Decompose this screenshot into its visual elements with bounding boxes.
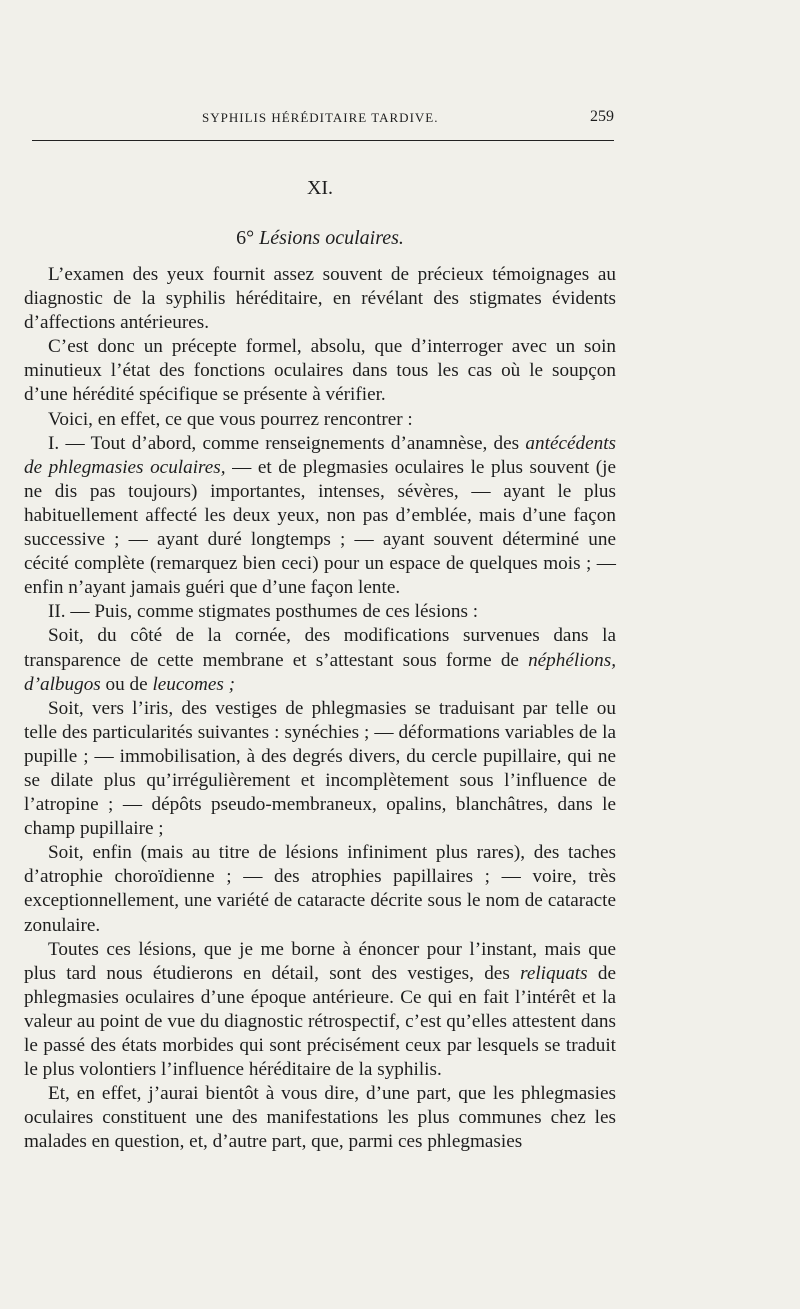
text-run: C’est donc un précepte formel, absolu, que d’interroger avec un soin minutieux l’état des fonctions oculaires dans tous les cas où le soupçon d’une hérédité spécifique se présente à vérifier. — [24, 336, 616, 406]
italic-text-run: reliquats — [520, 962, 588, 984]
paragraph — [24, 408, 616, 432]
paragraph — [24, 624, 616, 696]
paragraph — [24, 263, 616, 335]
paragraph — [24, 335, 616, 407]
running-title: SYPHILIS HÉRÉDITAIRE TARDIVE. — [202, 110, 439, 125]
paragraph — [24, 841, 616, 937]
paragraph — [24, 1082, 616, 1154]
section-title-text: Lésions oculaires. — [259, 227, 404, 249]
text-run: Et, en effet, j’aurai bientôt à vous dire, d’une part, que les phlegmasies oculaires constituent une des manifestations les plus communes chez les malades en question, et, d’autre part, que, parmi ces phlegmasies — [24, 1083, 616, 1153]
paragraph — [24, 938, 616, 1083]
text-run: L’examen des yeux fournit assez souvent de précieux témoignages au diagnostic de la syphilis héréditaire, en révélant des stigmates évidents d’affections antérieures. — [24, 264, 616, 334]
italic-text-run: antécédents de phlegmasies oculaires, — [24, 432, 616, 478]
text-run: — et de plegmasies oculaires le plus souvent (je ne dis pas toujours) importantes, intenses, sévères, — ayant le plus habituellement affecté les deux yeux, non pas d’emblée, mais d’une façon successive ; — ayant duré longtemps ; — ayant souvent déterminé une cécité complète (remarquez bien ceci) pour un espace de quelques mois ; — enfin n’ayant jamais guéri que d’une façon lente. — [24, 456, 616, 599]
page-header — [22, 110, 614, 132]
section-number: XI. — [306, 177, 334, 199]
italic-text-run: leucomes ; — [152, 673, 236, 695]
text-run: Toutes ces lésions, que je me borne à énoncer pour l’instant, mais que plus tard nous étudierons en détail, sont des vestiges, des — [24, 938, 616, 984]
italic-text-run: néphélions, d’albugos — [24, 649, 616, 695]
text-run: Soit, vers l’iris, des vestiges de phlegmasies se traduisant par telle ou telle des particularités suivantes : synéchies ; — déformations variables de la pupille ; — immobilisation, à des degrés divers, du cercle pupillaire, qui ne se dilate plus qu’irrégulièrement et incomplètement sous l’influence de l’atropine ; — dépôts pseudo-membraneux, opalins, blanchâtres, dans le champ pupillaire ; — [24, 697, 616, 840]
paragraph — [24, 600, 616, 624]
paragraph — [24, 697, 616, 842]
body-text — [24, 263, 616, 1154]
text-run: ou de — [100, 673, 153, 695]
section-title — [0, 227, 640, 250]
header-rule — [32, 140, 614, 141]
page-number: 259 — [590, 108, 614, 125]
paragraph — [24, 432, 616, 601]
section-title-prefix: 6° — [236, 227, 255, 249]
text-run: Soit, enfin (mais au titre de lésions infiniment plus rares), des taches d’atrophie choroïdienne ; — des atrophies papillaires ; — voire, très exceptionnellement, une variété de cataracte décrite sous le nom de cataracte zonulaire. — [24, 842, 616, 936]
text-run: Voici, en effet, ce que vous pourrez rencontrer : — [48, 408, 413, 430]
text-run: de phlegmasies oculaires d’une époque antérieure. Ce qui en fait l’intérêt et la valeur au point de vue du diagnostic rétrospectif, c’est qu’elles attestent dans le passé des états morbides qui sont précisément ceux par lesquels se traduit le plus volontiers l’influence héréditaire de la syphilis. — [24, 962, 616, 1081]
text-run: Soit, du côté de la cornée, des modifications survenues dans la transparence de cette membrane et s’attestant sous forme de — [24, 625, 616, 671]
text-run: II. — Puis, comme stigmates posthumes de ces lésions : — [48, 601, 479, 623]
text-run: I. — Tout d’abord, comme renseignements d’anamnèse, des — [48, 432, 526, 454]
